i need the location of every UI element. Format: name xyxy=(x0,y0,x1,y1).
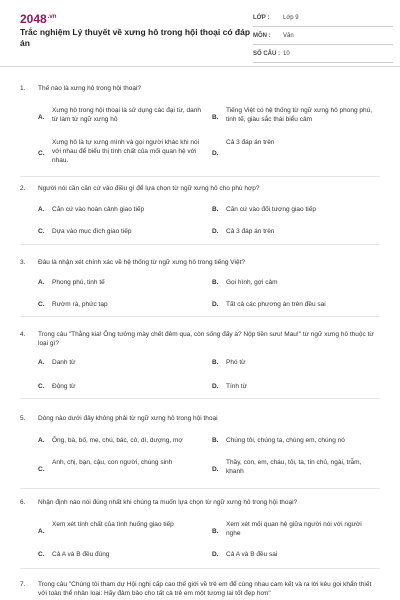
option-text: Phó từ xyxy=(226,359,246,366)
option-text: Danh từ xyxy=(52,359,76,366)
option-letter: A. xyxy=(38,437,45,444)
question-number: 4. xyxy=(20,331,26,338)
option-text: Anh, chị, bạn, cậu, con người, chúng sinh xyxy=(52,459,173,466)
question-number: 7. xyxy=(20,581,26,588)
question-divider xyxy=(20,316,380,317)
option-text: Động từ xyxy=(52,383,76,390)
option-letter: D. xyxy=(212,383,219,390)
page-header xyxy=(0,0,400,67)
question-divider xyxy=(20,568,380,569)
option-letter: A. xyxy=(38,359,45,366)
option-text: Ông, bà, bố, mẹ, chú, bác, cô, dì, dượng, mợ xyxy=(52,437,183,444)
option-letter: C. xyxy=(38,301,45,308)
question-text: Thế nào là xưng hô trong hội thoại? xyxy=(38,85,142,92)
option-text: Cả A và B đều đúng xyxy=(52,551,110,558)
question-divider xyxy=(20,398,380,399)
option-text: Cả 3 đáp án trên xyxy=(226,228,275,235)
option-text: Dựa vào mục đích giao tiếp xyxy=(52,228,132,235)
option-letter: D. xyxy=(212,150,219,157)
quiz-meta xyxy=(253,12,393,66)
option-letter: C. xyxy=(38,383,45,390)
option-text: Xưng hô trong hội thoại là sử dụng các đại từ, danh từ làm từ ngữ xưng hô xyxy=(52,107,201,123)
option-letter: B. xyxy=(212,359,219,366)
option-letter: C. xyxy=(38,150,45,157)
option-text: Tiếng Việt có hệ thống từ ngữ xưng hô phong phú, tinh tế, giàu sắc thái biểu cảm xyxy=(226,107,373,123)
question-number: 1. xyxy=(20,85,26,92)
option-letter: C. xyxy=(38,466,45,473)
question-number: 5. xyxy=(20,415,26,422)
option-letter: B. xyxy=(212,437,219,444)
option-text: Căn cứ vào hoàn cảnh giao tiếp xyxy=(52,206,145,213)
option-text: Xưng hô là tự xưng mình và gọi người khác khi nói với nhau để biểu thị tính chất của mối quan hệ với nhau. xyxy=(52,139,200,164)
question-text: Trong câu "Chúng tôi tham dự Hội nghị cấp cao thế giới về trẻ em để cùng nhau cam kết và ra lời kêu gọi khẩn thiết với toàn thể nhân loại: Hãy đảm bảo cho tất cả trẻ em một tương lai tốt đẹp hơn" xyxy=(38,581,372,597)
option-letter: D. xyxy=(212,551,219,558)
question-divider xyxy=(20,244,380,245)
option-text: Xem xét mối quan hệ giữa người nói với người nghe xyxy=(226,521,362,537)
meta-row-count: SỐ CÂU : 10 xyxy=(253,48,393,63)
question-divider xyxy=(20,488,380,489)
question-divider xyxy=(20,176,380,177)
option-letter: B. xyxy=(212,528,219,535)
page-title: Trắc nghiệm Lý thuyết về xưng hô trong hội thoại có đáp án xyxy=(20,27,251,48)
site-logo[interactable]: $2048^{.vn}$ xyxy=(20,12,57,26)
option-letter: C. xyxy=(38,551,45,558)
option-text: Phong phú, tinh tế xyxy=(52,279,105,286)
option-text: Tất cả các phương án trên đều sai xyxy=(226,301,326,308)
meta-row-subject: MÔN : Văn xyxy=(253,30,393,45)
option-letter: A. xyxy=(38,206,45,213)
option-text: Chúng tôi, chúng ta, chúng em, chúng nó xyxy=(226,437,345,444)
option-letter: B. xyxy=(212,206,219,213)
option-letter: A. xyxy=(38,114,45,121)
option-letter: B. xyxy=(212,114,219,121)
question-number: 3. xyxy=(20,259,26,266)
option-text: Tính từ xyxy=(226,383,247,390)
option-text: Cả A và B đều sai xyxy=(226,551,278,558)
option-text: Cả 3 đáp án trên xyxy=(226,139,275,146)
question-text: Trong câu "Thằng kia! Ông tưởng mày chết đêm qua, còn sống đấy à? Nộp tiền sưu! Mau!" từ ngữ xưng hô thuộc từ loại gì? xyxy=(38,331,374,347)
option-letter: D. xyxy=(212,301,219,308)
option-text: Căn cứ vào đối tượng giao tiếp xyxy=(226,206,316,213)
question-number: 6. xyxy=(20,499,26,506)
question-text: Dòng nào dưới đây không phải từ ngữ xưng hô trong hội thoại xyxy=(38,415,218,422)
option-letter: D. xyxy=(212,466,219,473)
option-text: Thầy, con, em, cháu, tôi, ta, tín chủ, ngài, trẫm, khanh xyxy=(226,459,362,475)
question-text: Đâu là nhận xét chính xác về hệ thống từ ngữ xưng hô trong tiếng Việt? xyxy=(38,259,245,266)
option-text: Gọi hình, gợi cảm xyxy=(226,279,278,286)
option-letter: D. xyxy=(212,228,219,235)
option-letter: C. xyxy=(38,228,45,235)
option-text: Rườm rà, phức tạp xyxy=(52,301,108,308)
option-letter: A. xyxy=(38,528,45,535)
question-text: Nhận định nào nói đúng nhất khi chúng ta muốn lựa chọn từ ngữ xưng hô trong hội thoại? xyxy=(38,499,298,506)
meta-row-class: LỚP : Lớp 9 xyxy=(253,12,393,27)
option-letter: A. xyxy=(38,279,45,286)
option-letter: B. xyxy=(212,279,219,286)
question-text: Người nói cần căn cứ vào điều gì để lựa chọn từ ngữ xưng hô cho phù hợp? xyxy=(38,185,260,192)
question-number: 2. xyxy=(20,185,26,192)
option-text: Xem xét tính chất của tình huống giao tiếp xyxy=(52,521,174,528)
